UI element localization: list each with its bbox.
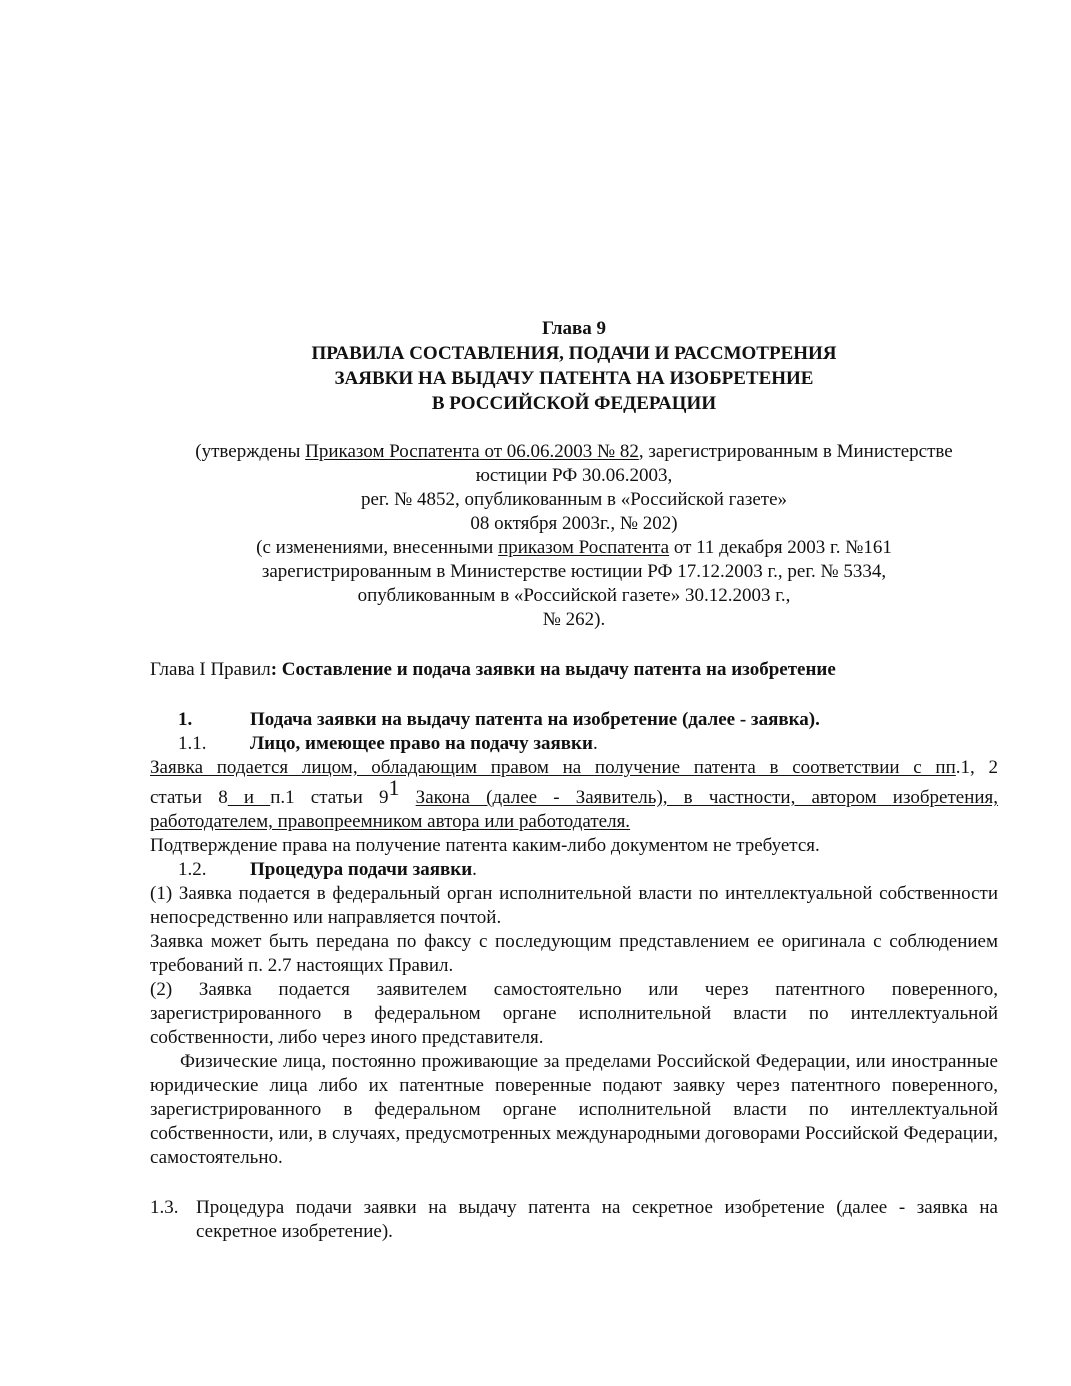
paragraph: Физические лица, постоянно проживающие за пределами Российской Федерации, или иностранные юридические лица либо их патентные поверенные подают заявку через патентного поверенного, зарегистрированного в федеральном органе исполнительной власти по интеллектуальной собственности, или, в случаях, предусмотренных международными договорами Российской Федерации, самостоятельно. bbox=[150, 1051, 998, 1168]
amendment-order-link[interactable]: приказом Роспатента bbox=[498, 537, 670, 558]
section-1-1-body bbox=[150, 756, 998, 858]
approval-text: (утверждены bbox=[195, 441, 306, 462]
approval-line-2: юстиции РФ 30.06.2003, bbox=[475, 465, 673, 486]
section-title-bold: Лицо, имеющее право на подачу заявки bbox=[250, 733, 593, 754]
section-number: 1. bbox=[178, 709, 193, 730]
body-line-3 bbox=[150, 810, 998, 834]
approval-note bbox=[150, 440, 998, 632]
paragraph: (1) Заявка подается в федеральный орган исполнительной власти по интеллектуальной собственности непосредственно или направляется почтой. bbox=[150, 883, 998, 928]
section-1-1 bbox=[150, 732, 998, 756]
body-text: и bbox=[227, 787, 271, 808]
section-1 bbox=[150, 708, 998, 732]
rules-chapter-label: Глава I Правил bbox=[150, 659, 271, 680]
approval-line-5 bbox=[150, 536, 998, 560]
law-reference-link[interactable]: работодателем, правопреемником автора или работодателя. bbox=[150, 811, 631, 832]
section-number: 1.1. bbox=[178, 733, 207, 754]
amendment-text: (с изменениями, внесенными bbox=[256, 537, 499, 558]
rules-chapter-line bbox=[150, 658, 998, 682]
law-reference-link[interactable]: Заявка подается лицом, обладающим правом на получение патента в соответствии с пп bbox=[150, 757, 956, 778]
rules-chapter-title: : Составление и подача заявки на выдачу патента на изобретение bbox=[270, 659, 836, 680]
approval-line-1 bbox=[150, 440, 998, 464]
document-page bbox=[150, 316, 998, 1244]
title-line-3: В РОССИЙСКОЙ ФЕДЕРАЦИИ bbox=[431, 393, 717, 414]
body-line-4: Подтверждение права на получение патента каким-либо документом не требуется. bbox=[150, 835, 820, 856]
section-1-2 bbox=[150, 858, 998, 882]
law-reference-link[interactable]: Закона (далее - Заявитель), в частности, автором изобретения, bbox=[415, 787, 999, 808]
approval-line-3: рег. № 4852, опубликованным в «Российской газете» bbox=[360, 489, 788, 510]
superscript: 1 bbox=[388, 775, 400, 800]
body-text bbox=[400, 787, 416, 808]
section-text: Процедура подачи заявки на выдачу патента на секретное изобретение (далее - заявка на секретное изобретение). bbox=[196, 1197, 998, 1242]
chapter-heading bbox=[150, 316, 998, 416]
chapter-number: Глава 9 bbox=[541, 318, 607, 339]
approval-line-4: 08 октября 2003г., № 202) bbox=[470, 513, 678, 534]
approval-line-6: зарегистрированным в Министерстве юстиции РФ 17.12.2003 г., рег. № 5334, bbox=[261, 561, 887, 582]
approval-text: , зарегистрированным в Министерстве bbox=[638, 441, 953, 462]
section-title-dot: . bbox=[592, 733, 598, 754]
title-line-1: ПРАВИЛА СОСТАВЛЕНИЯ, ПОДАЧИ И РАССМОТРЕНИЯ bbox=[311, 343, 837, 364]
section-1-3 bbox=[150, 1196, 998, 1244]
section-title bbox=[250, 858, 477, 882]
section-number: 1.2. bbox=[178, 859, 207, 880]
section-title: Подача заявки на выдачу патента на изобретение (далее - заявка). bbox=[250, 709, 820, 730]
amendment-text: от 11 декабря 2003 г. №161 bbox=[669, 537, 892, 558]
section-title-dot: . bbox=[472, 859, 477, 880]
body-text: .1, 2 bbox=[955, 757, 999, 778]
title-line-2: ЗАЯВКИ НА ВЫДАЧУ ПАТЕНТА НА ИЗОБРЕТЕНИЕ bbox=[334, 368, 814, 389]
paragraph: (2) Заявка подается заявителем самостоятельно или через патентного поверенного, зарегистрированного в федеральном органе исполнительной власти по интеллектуальной собственности, либо через иного представителя. bbox=[150, 979, 998, 1048]
section-1-2-body bbox=[150, 882, 998, 1170]
section-title-bold: Процедура подачи заявки bbox=[250, 859, 473, 880]
body-text: статьи 8 bbox=[150, 787, 228, 808]
approval-line-7: опубликованным в «Российской газете» 30.12.2003 г., bbox=[357, 585, 791, 606]
body-line-2 bbox=[150, 775, 999, 810]
order-link[interactable]: Приказом Роспатента от 06.06.2003 № 82 bbox=[305, 441, 639, 462]
paragraph: Заявка может быть передана по факсу с последующим представлением ее оригинала с соблюдением требований п. 2.7 настоящих Правил. bbox=[150, 931, 998, 976]
body-line-1 bbox=[150, 756, 998, 780]
approval-line-8: № 262). bbox=[542, 609, 606, 630]
body-text: п.1 статьи 9 bbox=[270, 787, 389, 808]
section-title bbox=[250, 732, 598, 756]
section-number: 1.3. bbox=[150, 1197, 179, 1218]
